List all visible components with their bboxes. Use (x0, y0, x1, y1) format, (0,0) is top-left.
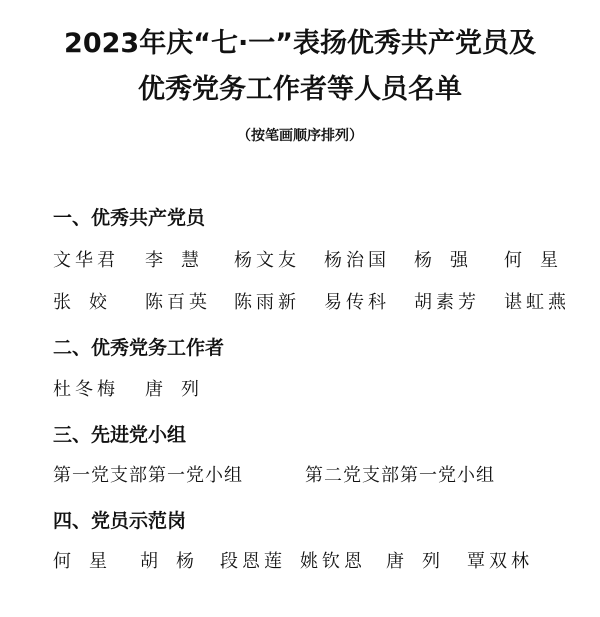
document-title-line-1: 2023年庆“七·一”表扬优秀共产党员及 (64, 28, 536, 59)
section-heading-outstanding-members: 一、优秀共产党员 (53, 207, 206, 229)
person-name: 段恩莲 (220, 551, 286, 572)
name-row (0, 248, 600, 274)
person-name: 姚钦恩 (300, 551, 366, 572)
person-name: 胡杨 (140, 551, 212, 572)
person-name: 胡素芳 (414, 292, 480, 313)
person-name: 易传科 (324, 292, 390, 313)
section-heading-advanced-party-groups: 三、先进党小组 (53, 424, 187, 446)
person-name: 陈百英 (145, 292, 211, 313)
person-name: 杨文友 (234, 250, 300, 271)
section-heading-model-posts: 四、党员示范岗 (53, 510, 187, 532)
name-row (0, 377, 600, 403)
party-group-name: 第二党支部第一党小组 (305, 465, 495, 486)
person-name: 何星 (504, 250, 576, 271)
name-row (0, 463, 600, 489)
party-group-name: 第一党支部第一党小组 (53, 465, 243, 486)
person-name: 文华君 (53, 250, 119, 271)
document-title-line-2: 优秀党务工作者等人员名单 (138, 74, 462, 105)
person-name: 杨治国 (324, 250, 390, 271)
person-name: 唐列 (145, 379, 217, 400)
person-name: 杜冬梅 (53, 379, 119, 400)
document-subtitle: （按笔画顺序排列） (237, 128, 363, 144)
person-name: 何星 (53, 551, 125, 572)
person-name: 覃双林 (467, 551, 533, 572)
person-name: 杨强 (414, 250, 486, 271)
section-heading-outstanding-party-workers: 二、优秀党务工作者 (53, 337, 225, 359)
name-row (0, 549, 600, 575)
person-name: 唐列 (386, 551, 458, 572)
name-row (0, 290, 600, 316)
person-name: 陈雨新 (234, 292, 300, 313)
person-name: 张姣 (53, 292, 125, 313)
person-name: 谌虹燕 (504, 292, 570, 313)
person-name: 李慧 (145, 250, 217, 271)
